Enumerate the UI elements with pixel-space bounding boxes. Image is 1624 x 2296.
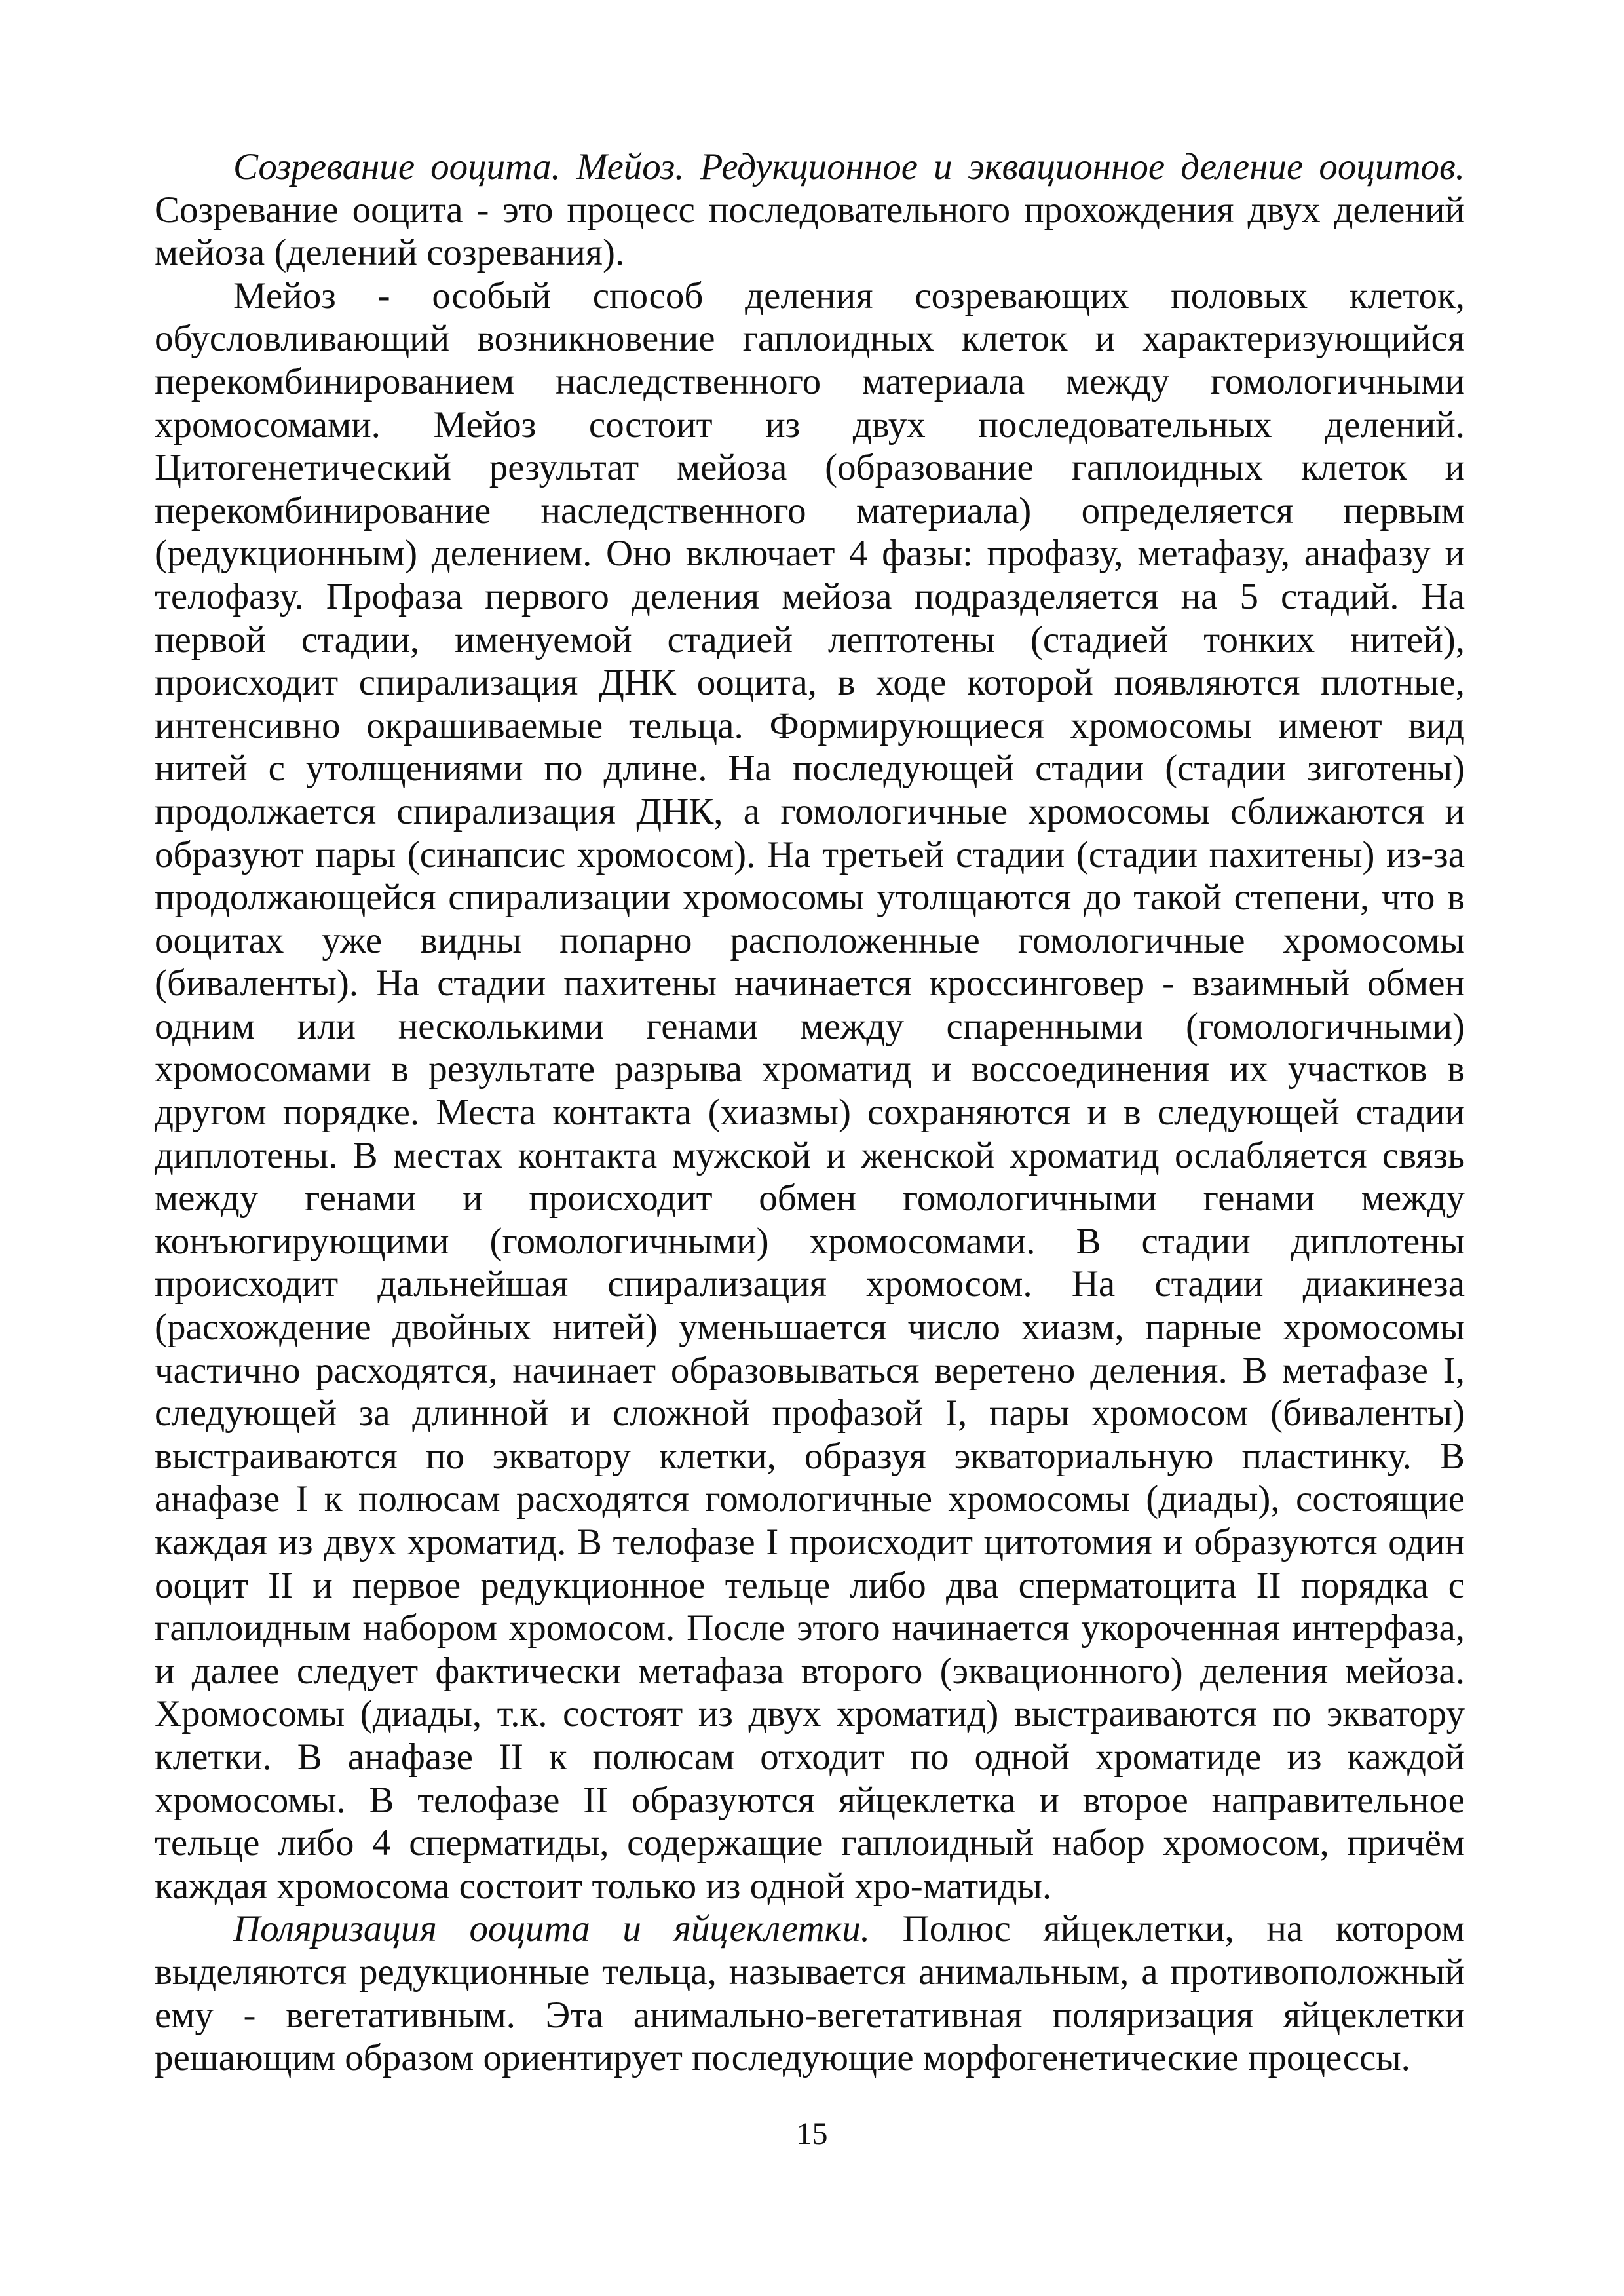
section-heading-oocyte-maturation: Созревание ооцита. Мейоз. Редукционное и эквационное деление ооцитов. (233, 146, 1465, 187)
paragraph-polarization (155, 1907, 1465, 2079)
paragraph-text: Мейоз - особый способ деления созревающих половых клеток, обусловливающий возникновение гаплоидных клеток и характеризующийся перекомбинированием наследственного материала между гомологичными хромосомами. Мейоз состоит из двух последовательных делений. Цитогенетический результат мейоза (образование гаплоидных клеток и перекомбинирование наследственного материала) определяется первым (редукционным) делением. Оно включает 4 фазы: профазу, метафазу, анафазу и телофазу. Профаза первого деления мейоза подразделяется на 5 стадий. На первой стадии, именуемой стадией лептотены (стадией тонких нитей), происходит спирализация ДНК ооцита, в ходе которой появляются плотные, интенсивно окрашиваемые тельца. Формирующиеся хромосомы имеют вид нитей с утолщениями по длине. На последующей стадии (стадии зиготены) продолжается спирализация ДНК, а гомологичные хромосомы сближаются и образуют пары (синапсис хромосом). На третьей стадии (стадии пахитены) из-за продолжающейся спирализации хромосомы утолщаются до такой степени, что в ооцитах уже видны попарно расположенные гомологичные хромосомы (биваленты). На стадии пахитены начинается кроссинговер - взаимный обмен одним или несколькими генами между спаренными (гомологичными) хромосомами в результате разрыва хроматид и воссоединения их участков в другом порядке. Места контакта (хиазмы) сохраняются и в следующей стадии диплотены. В местах контакта мужской и женской хроматид ослабляется связь между генами и происходит обмен гомологичными генами между конъюгирующими (гомологичными) хромосомами. В стадии диплотены происходит дальнейшая спирализация хромосом. На стадии диакинеза (расхождение двойных нитей) уменьшается число хиазм, парные хромосомы частично расходятся, начинает образовываться веретено деления. В метафазе I, следующей за длинной и сложной профазой I, пары хромосом (биваленты) выстраиваются по экватору клетки, образуя экваториальную пластинку. В анафазе I к полюсам расходятся гомологичные хромосомы (диады), состоящие каждая из двух хроматид. В телофазе I происходит цитотомия и образуются один ооцит II и первое редукционное тельце либо два сперматоцита II порядка с гаплоидным набором хромосом. После этого начинается укороченная интерфаза, и далее следует фактически метафаза второго (эквационного) деления мейоза. Хромосомы (диады, т.к. состоят из двух хроматид) выстраиваются по экватору клетки. В анафазе II к полюсам отходит по одной хроматиде из каждой хромосомы. В телофазе II образуются яйцеклетка и второе направительное тельце либо 4 сперматиды, содержащие гаплоидный набор хромосом, причём каждая хромосома состоит только из одной хро-матиды. (155, 275, 1465, 1907)
paragraph-text: Созревание ооцита - это процесс последовательного прохождения двух делений мейоза (делений созревания). (155, 189, 1465, 274)
paragraph-meiosis (155, 275, 1465, 1908)
body-text (155, 145, 1465, 2080)
paragraph-text: Полюс яйцеклетки, на котором выделяются редукционные тельца, называется анимальным, а противоположный ему - вегетативным. Эта анимально-вегетативная поляризация яйцеклетки решающим образом ориентирует последующие морфогенетические процессы. (155, 1908, 1465, 2079)
page-number: 15 (796, 2116, 828, 2151)
paragraph-oocyte-maturation (155, 145, 1465, 275)
section-heading-polarization: Поляризация ооцита и яйцеклетки. (233, 1908, 870, 1950)
